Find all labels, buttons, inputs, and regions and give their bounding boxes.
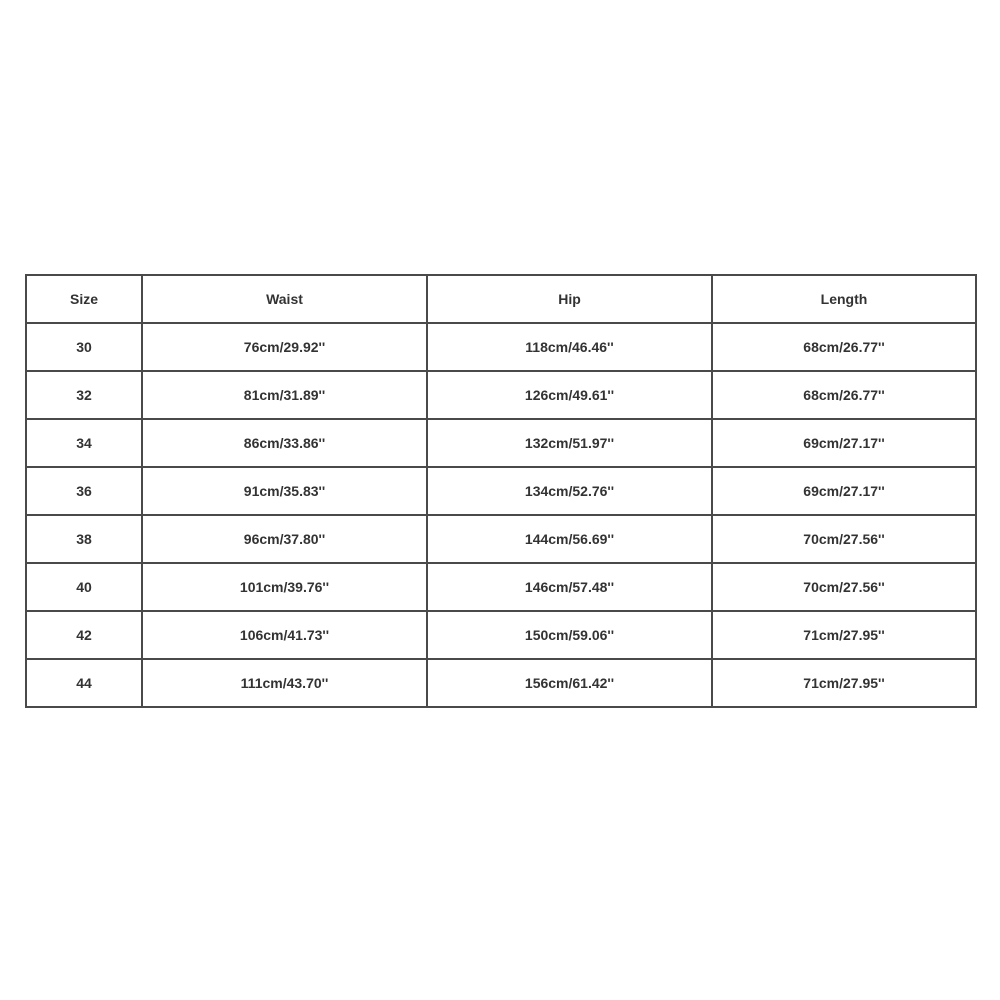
cell-length: 69cm/27.17'' [712, 419, 976, 467]
cell-size: 34 [26, 419, 142, 467]
header-waist: Waist [142, 275, 427, 323]
cell-length: 70cm/27.56'' [712, 563, 976, 611]
cell-waist: 91cm/35.83'' [142, 467, 427, 515]
cell-hip: 156cm/61.42'' [427, 659, 712, 707]
cell-length: 70cm/27.56'' [712, 515, 976, 563]
cell-length: 68cm/26.77'' [712, 371, 976, 419]
cell-waist: 86cm/33.86'' [142, 419, 427, 467]
cell-size: 38 [26, 515, 142, 563]
header-size: Size [26, 275, 142, 323]
table-row [26, 659, 976, 707]
cell-hip: 146cm/57.48'' [427, 563, 712, 611]
cell-waist: 76cm/29.92'' [142, 323, 427, 371]
table-row [26, 515, 976, 563]
cell-length: 71cm/27.95'' [712, 659, 976, 707]
cell-hip: 118cm/46.46'' [427, 323, 712, 371]
cell-waist: 101cm/39.76'' [142, 563, 427, 611]
table-row [26, 611, 976, 659]
cell-hip: 144cm/56.69'' [427, 515, 712, 563]
cell-waist: 96cm/37.80'' [142, 515, 427, 563]
table-row [26, 467, 976, 515]
cell-length: 69cm/27.17'' [712, 467, 976, 515]
header-length: Length [712, 275, 976, 323]
cell-waist: 106cm/41.73'' [142, 611, 427, 659]
cell-waist: 81cm/31.89'' [142, 371, 427, 419]
cell-size: 30 [26, 323, 142, 371]
cell-hip: 126cm/49.61'' [427, 371, 712, 419]
size-chart-table [25, 274, 977, 708]
table-row [26, 419, 976, 467]
cell-size: 40 [26, 563, 142, 611]
table-row [26, 563, 976, 611]
header-hip: Hip [427, 275, 712, 323]
table-row [26, 371, 976, 419]
cell-size: 44 [26, 659, 142, 707]
cell-length: 68cm/26.77'' [712, 323, 976, 371]
cell-hip: 134cm/52.76'' [427, 467, 712, 515]
table-header-row [26, 275, 976, 323]
cell-hip: 132cm/51.97'' [427, 419, 712, 467]
cell-waist: 111cm/43.70'' [142, 659, 427, 707]
cell-hip: 150cm/59.06'' [427, 611, 712, 659]
table-row [26, 323, 976, 371]
cell-length: 71cm/27.95'' [712, 611, 976, 659]
cell-size: 42 [26, 611, 142, 659]
cell-size: 32 [26, 371, 142, 419]
cell-size: 36 [26, 467, 142, 515]
